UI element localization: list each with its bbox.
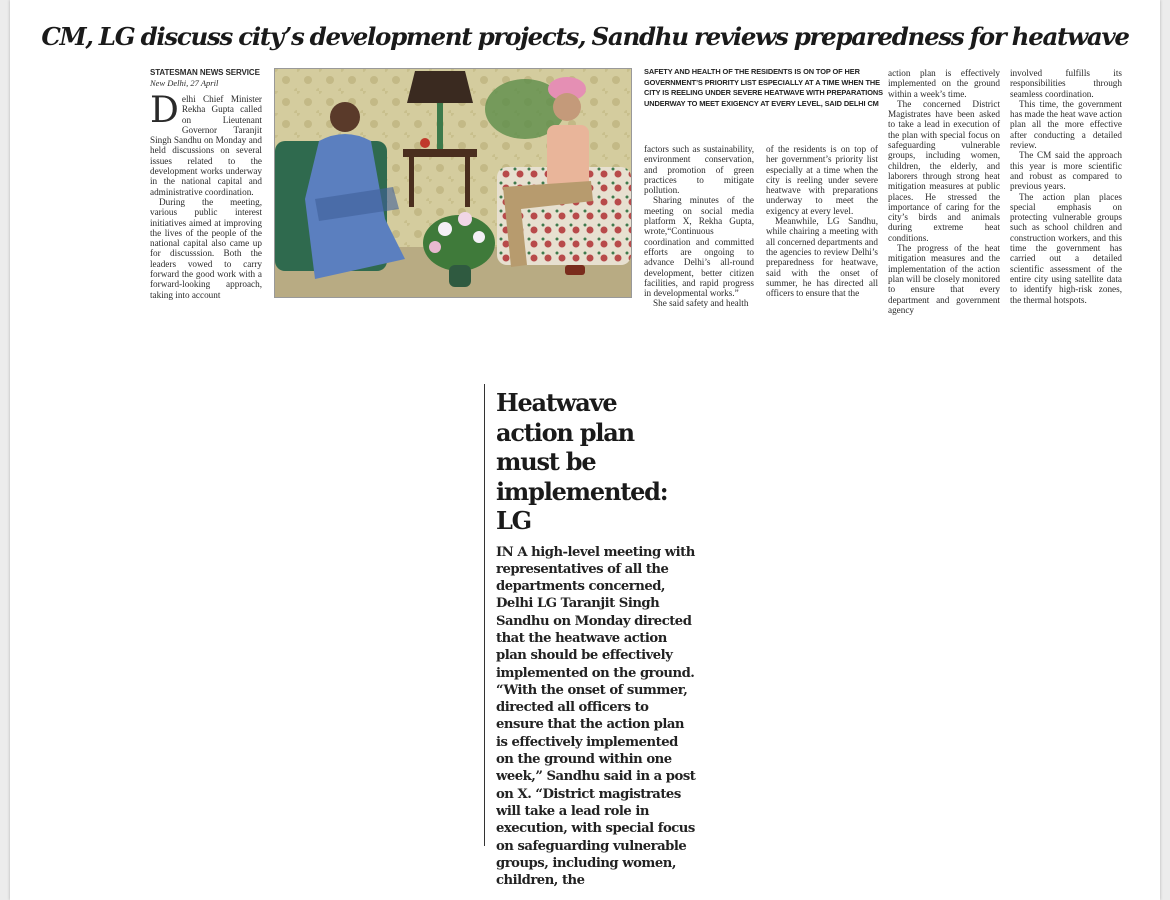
paragraph: factors such as sustainability, environment conservation, and promotion of green practices to mitigate pollution. [644, 144, 754, 196]
article-column-2 [644, 144, 754, 309]
sidebar-title: Heatwave action plan must be implemented: LG [496, 388, 668, 535]
article-column-5 [1010, 68, 1122, 305]
side-table [403, 149, 477, 157]
meeting-photo-illustration [275, 69, 631, 297]
paragraph: Meanwhile, LG Sandhu, while chairing a meeting with all concerned departments and the agencies to review Delhi’s preparedness for heatwave, said with the onset of summer, he has directed all officers to ensure that the [766, 216, 878, 299]
article-photo [274, 68, 632, 298]
byline: STATESMAN NEWS SERVICE [150, 68, 260, 77]
paragraph: This time, the government has made the heat wave action plan all the more effective after conducting a detailed review. [1010, 98, 1122, 151]
paragraph: action plan is effectively implemented on the ground within a week’s time. [888, 68, 1000, 99]
paragraph: She said safety and health [653, 298, 749, 309]
paragraph: The concerned District Magistrates have been asked to take a lead in execution of the plan with special focus on safeguarding vulnerable groups, including women, children, the elderly, and laborers through strong heat mitigation measures at public places. He stressed the importance of caring for the city’s birds and animals during extreme heat conditions. [888, 98, 1000, 243]
person-head [330, 102, 360, 132]
paragraph: Sharing minutes of the meeting on social media platform X, Rekha Gupta, wrote,“Continuous coordination and committed efforts are ongoing to advance Delhi’s all-round development, better citizen facilities, and rapid progress in developmental works.” [644, 195, 754, 299]
paragraph: During the meeting, various public interest initiatives aimed at improving the lives of the people of the national capital also came up for discusssion. Both the leaders vowed to carry forward the good work with a forward-looking approach, taking into account [150, 196, 262, 300]
pull-quote: SAFETY AND HEALTH OF THE RESIDENTS IS ON TOP OF HER GOVERNMENT’S PRIORITY LIST ESPECIALLY AT A TIME WHEN THE CITY IS REELING UNDER SEVERE HEATWAVE WITH PREPARATIONS UNDERWAY TO MEET EXIGENCY AT EVERY LEVEL, SAID DELHI CM [644, 67, 883, 108]
article-column-1 [150, 68, 262, 300]
paragraph: of the residents is on top of her government’s priority list especially at a time when the city is reeling under severe heatwave with preparations underway to meet the exigency at every level. [766, 144, 878, 216]
paragraph: The action plan places special emphasis on protecting vulnerable groups such as school children and construction workers, and this time the government has carried out a detailed scientific assessment of the entire city using satellite data to identify high-risk zones, the thermal hotspots. [1010, 191, 1122, 305]
sidebar-body: IN A high-level meeting with representatives of all the departments concerned, Delhi LG Taranjit Singh Sandhu on Monday directed that the heatwave action plan should be effectively implemented on the ground. “With the onset of summer, directed all officers to ensure that the action plan is effectively implemented on the ground within one week,” Sandhu said in a post on X. “District magistrates will take a lead role in execution, with special focus on safeguarding vulnerable groups, including women, children, the [496, 544, 696, 889]
article-headline: CM, LG discuss city’s development projects, Sandhu reviews preparedness for heatwave [41, 22, 1129, 51]
paragraph: The CM said the approach this year is more scientific and robust as compared to previous years. [1010, 150, 1122, 192]
paragraph [150, 90, 262, 197]
person-head [553, 93, 581, 121]
drop-cap: D [150, 90, 179, 131]
lamp-stand [437, 103, 443, 149]
article-column-3 [766, 144, 878, 298]
paragraph: The progress of the heat mitigation measures and the implementation of the action plan will be closely monitored to ensure that every department and government agency [888, 243, 1000, 315]
dateline: New Delhi, 27 April [150, 78, 219, 88]
paragraph-text: elhi Chief Minister Rekha Gupta called on Lieutenant Governor Taranjit Singh Sandhu on Monday and held discussions on several issues related to the development works underway in the national capital and administrative coordination. [150, 94, 262, 197]
flower-icon [420, 138, 430, 148]
paragraph: involved fulfills its responsibilities through seamless coordination. [1010, 68, 1122, 99]
person-jacket [547, 125, 589, 189]
newspaper-page [10, 0, 1160, 900]
lamp-shade-icon [407, 71, 473, 103]
sidebar-story [484, 384, 696, 889]
article-column-4 [888, 68, 1000, 315]
vase [449, 265, 471, 287]
